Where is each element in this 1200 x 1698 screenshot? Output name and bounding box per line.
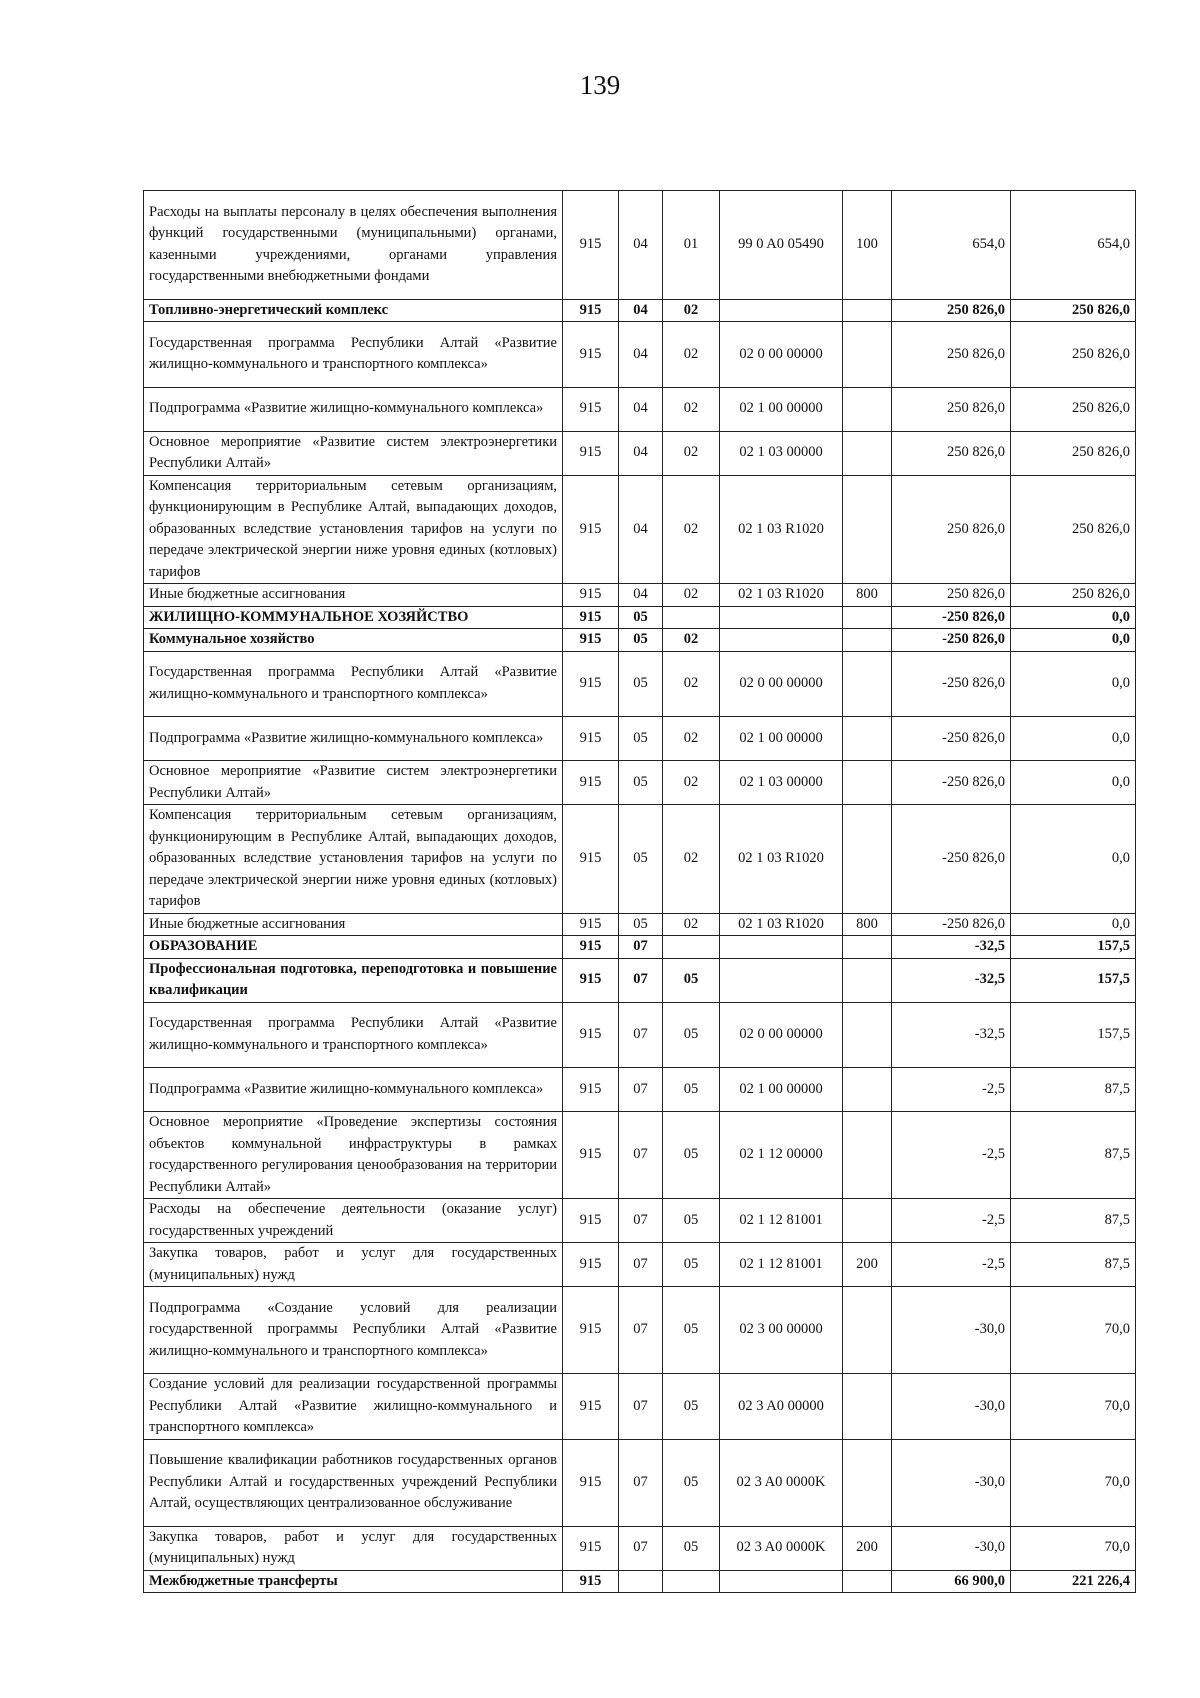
row-expense-type-cell — [843, 387, 892, 431]
table-row — [144, 1068, 1136, 1112]
table-row — [144, 805, 1136, 914]
row-target-code-cell — [720, 958, 843, 1002]
row-name-cell: ЖИЛИЩНО-КОММУНАЛЬНОЕ ХОЗЯЙСТВО — [144, 606, 563, 629]
row-amount-total-cell: 0,0 — [1011, 913, 1136, 936]
row-section-cell: 04 — [619, 475, 663, 584]
row-subsection-cell: 05 — [663, 1243, 720, 1287]
row-expense-type-cell — [843, 651, 892, 717]
row-target-code-cell: 02 1 03 R1020 — [720, 475, 843, 584]
row-amount-total-cell: 654,0 — [1011, 191, 1136, 300]
row-name-cell: Основное мероприятие «Развитие систем электроэнергетики Республики Алтай» — [144, 431, 563, 475]
row-amount-change-cell: -250 826,0 — [892, 606, 1011, 629]
row-expense-type-cell — [843, 1287, 892, 1374]
row-amount-total-cell: 0,0 — [1011, 651, 1136, 717]
row-target-code-cell: 02 1 03 R1020 — [720, 584, 843, 607]
row-target-code-cell: 02 0 00 00000 — [720, 651, 843, 717]
row-amount-change-cell: 250 826,0 — [892, 387, 1011, 431]
row-grbs-cell: 915 — [563, 475, 619, 584]
row-amount-change-cell: 250 826,0 — [892, 584, 1011, 607]
row-amount-change-cell: -30,0 — [892, 1526, 1011, 1570]
row-name-cell: Расходы на обеспечение деятельности (оказание услуг) государственных учреждений — [144, 1199, 563, 1243]
row-section-cell: 05 — [619, 805, 663, 914]
row-amount-total-cell: 157,5 — [1011, 1002, 1136, 1068]
row-subsection-cell: 05 — [663, 1526, 720, 1570]
table-row — [144, 606, 1136, 629]
row-target-code-cell: 02 1 00 00000 — [720, 387, 843, 431]
row-target-code-cell: 02 0 00 00000 — [720, 322, 843, 388]
table-row — [144, 475, 1136, 584]
row-name-cell: ОБРАЗОВАНИЕ — [144, 936, 563, 959]
row-amount-change-cell: 250 826,0 — [892, 299, 1011, 322]
table-row — [144, 299, 1136, 322]
row-subsection-cell: 05 — [663, 1287, 720, 1374]
row-name-cell: Топливно-энергетический комплекс — [144, 299, 563, 322]
row-amount-change-cell: -250 826,0 — [892, 913, 1011, 936]
row-section-cell: 04 — [619, 191, 663, 300]
row-grbs-cell: 915 — [563, 1068, 619, 1112]
row-target-code-cell: 02 1 12 81001 — [720, 1199, 843, 1243]
row-subsection-cell: 02 — [663, 322, 720, 388]
row-subsection-cell: 02 — [663, 913, 720, 936]
table-row — [144, 629, 1136, 652]
table-row — [144, 651, 1136, 717]
row-name-cell: Основное мероприятие «Развитие систем электроэнергетики Республики Алтай» — [144, 761, 563, 805]
row-section-cell: 07 — [619, 1199, 663, 1243]
row-subsection-cell — [663, 936, 720, 959]
row-grbs-cell: 915 — [563, 322, 619, 388]
table-row — [144, 584, 1136, 607]
row-amount-total-cell: 70,0 — [1011, 1287, 1136, 1374]
row-name-cell: Расходы на выплаты персоналу в целях обеспечения выполнения функций государственными (муниципальными) органами, казенными учреждениями, органами управления государственными внебюджетными фондами — [144, 191, 563, 300]
table-row — [144, 322, 1136, 388]
row-expense-type-cell — [843, 1374, 892, 1440]
row-amount-total-cell: 0,0 — [1011, 805, 1136, 914]
row-expense-type-cell — [843, 606, 892, 629]
row-name-cell: Компенсация территориальным сетевым организациям, функционирующим в Республике Алтай, выпадающих доходов, образованных вследствие установления тарифов на услуги по передаче электрической энергии ниже уровня единых (котловых) тарифов — [144, 475, 563, 584]
row-section-cell: 07 — [619, 936, 663, 959]
row-amount-change-cell: -2,5 — [892, 1068, 1011, 1112]
row-amount-total-cell: 250 826,0 — [1011, 299, 1136, 322]
row-name-cell: Иные бюджетные ассигнования — [144, 584, 563, 607]
row-amount-total-cell: 221 226,4 — [1011, 1570, 1136, 1593]
row-amount-change-cell: -32,5 — [892, 1002, 1011, 1068]
row-target-code-cell — [720, 1570, 843, 1593]
row-name-cell: Подпрограмма «Развитие жилищно-коммунального комплекса» — [144, 387, 563, 431]
row-amount-total-cell: 70,0 — [1011, 1439, 1136, 1526]
row-amount-change-cell: -250 826,0 — [892, 651, 1011, 717]
row-target-code-cell — [720, 629, 843, 652]
row-subsection-cell: 02 — [663, 651, 720, 717]
row-expense-type-cell — [843, 1439, 892, 1526]
row-section-cell: 07 — [619, 1526, 663, 1570]
budget-table-body — [144, 191, 1136, 1593]
row-section-cell: 05 — [619, 606, 663, 629]
row-expense-type-cell — [843, 475, 892, 584]
row-subsection-cell: 02 — [663, 805, 720, 914]
row-subsection-cell: 05 — [663, 1068, 720, 1112]
row-subsection-cell: 05 — [663, 958, 720, 1002]
row-grbs-cell: 915 — [563, 1439, 619, 1526]
row-amount-total-cell: 0,0 — [1011, 606, 1136, 629]
row-section-cell — [619, 1570, 663, 1593]
row-grbs-cell: 915 — [563, 1199, 619, 1243]
row-grbs-cell: 915 — [563, 1112, 619, 1199]
row-section-cell: 07 — [619, 1112, 663, 1199]
row-name-cell: Повышение квалификации работников государственных органов Республики Алтай и государственных учреждений Республики Алтай, осуществляющих централизованное обслуживание — [144, 1439, 563, 1526]
budget-table — [143, 190, 1136, 1593]
row-name-cell: Государственная программа Республики Алтай «Развитие жилищно-коммунального и транспортного комплекса» — [144, 322, 563, 388]
row-amount-total-cell: 87,5 — [1011, 1068, 1136, 1112]
row-amount-total-cell: 250 826,0 — [1011, 475, 1136, 584]
row-expense-type-cell — [843, 936, 892, 959]
row-amount-change-cell: -2,5 — [892, 1112, 1011, 1199]
page-number: 139 — [579, 70, 621, 100]
table-row — [144, 936, 1136, 959]
row-expense-type-cell — [843, 1570, 892, 1593]
row-subsection-cell: 02 — [663, 584, 720, 607]
row-section-cell: 05 — [619, 761, 663, 805]
table-row — [144, 431, 1136, 475]
row-expense-type-cell — [843, 761, 892, 805]
row-target-code-cell — [720, 936, 843, 959]
row-name-cell: Подпрограмма «Развитие жилищно-коммунального комплекса» — [144, 1068, 563, 1112]
row-grbs-cell: 915 — [563, 1243, 619, 1287]
row-grbs-cell: 915 — [563, 1287, 619, 1374]
row-section-cell: 07 — [619, 1002, 663, 1068]
row-section-cell: 07 — [619, 1439, 663, 1526]
row-expense-type-cell — [843, 1112, 892, 1199]
row-amount-change-cell: -30,0 — [892, 1439, 1011, 1526]
row-section-cell: 07 — [619, 1243, 663, 1287]
row-amount-change-cell: -32,5 — [892, 936, 1011, 959]
row-grbs-cell: 915 — [563, 761, 619, 805]
row-target-code-cell: 02 1 00 00000 — [720, 1068, 843, 1112]
row-grbs-cell: 915 — [563, 651, 619, 717]
table-row — [144, 387, 1136, 431]
row-subsection-cell: 05 — [663, 1112, 720, 1199]
row-amount-total-cell: 0,0 — [1011, 629, 1136, 652]
row-expense-type-cell — [843, 1068, 892, 1112]
table-row — [144, 1374, 1136, 1440]
row-subsection-cell: 02 — [663, 387, 720, 431]
row-grbs-cell: 915 — [563, 1526, 619, 1570]
table-row — [144, 1243, 1136, 1287]
table-row — [144, 1526, 1136, 1570]
row-amount-total-cell: 250 826,0 — [1011, 431, 1136, 475]
row-amount-total-cell: 0,0 — [1011, 717, 1136, 761]
row-subsection-cell — [663, 1570, 720, 1593]
row-subsection-cell: 05 — [663, 1002, 720, 1068]
row-target-code-cell: 02 3 A0 0000K — [720, 1439, 843, 1526]
row-subsection-cell: 02 — [663, 475, 720, 584]
row-grbs-cell: 915 — [563, 387, 619, 431]
row-amount-change-cell: -2,5 — [892, 1199, 1011, 1243]
table-row — [144, 761, 1136, 805]
row-subsection-cell: 02 — [663, 431, 720, 475]
row-expense-type-cell: 200 — [843, 1243, 892, 1287]
row-name-cell: Государственная программа Республики Алтай «Развитие жилищно-коммунального и транспортного комплекса» — [144, 1002, 563, 1068]
row-section-cell: 07 — [619, 1374, 663, 1440]
row-grbs-cell: 915 — [563, 1570, 619, 1593]
row-amount-change-cell: -250 826,0 — [892, 805, 1011, 914]
row-amount-total-cell: 157,5 — [1011, 936, 1136, 959]
row-subsection-cell: 02 — [663, 299, 720, 322]
row-name-cell: Межбюджетные трансферты — [144, 1570, 563, 1593]
row-section-cell: 05 — [619, 717, 663, 761]
row-grbs-cell: 915 — [563, 717, 619, 761]
row-target-code-cell — [720, 299, 843, 322]
row-target-code-cell: 02 1 03 00000 — [720, 431, 843, 475]
row-grbs-cell: 915 — [563, 1002, 619, 1068]
row-name-cell: Коммунальное хозяйство — [144, 629, 563, 652]
table-row — [144, 1439, 1136, 1526]
table-row — [144, 1002, 1136, 1068]
row-subsection-cell: 02 — [663, 761, 720, 805]
row-expense-type-cell — [843, 299, 892, 322]
row-name-cell: Государственная программа Республики Алтай «Развитие жилищно-коммунального и транспортного комплекса» — [144, 651, 563, 717]
table-row — [144, 717, 1136, 761]
row-amount-change-cell: -32,5 — [892, 958, 1011, 1002]
row-amount-total-cell: 250 826,0 — [1011, 387, 1136, 431]
row-target-code-cell: 02 1 12 81001 — [720, 1243, 843, 1287]
row-amount-change-cell: 250 826,0 — [892, 431, 1011, 475]
row-target-code-cell: 02 3 A0 0000K — [720, 1526, 843, 1570]
row-subsection-cell: 02 — [663, 717, 720, 761]
row-target-code-cell: 02 1 03 00000 — [720, 761, 843, 805]
row-name-cell: Иные бюджетные ассигнования — [144, 913, 563, 936]
row-subsection-cell: 02 — [663, 629, 720, 652]
row-amount-change-cell: -250 826,0 — [892, 629, 1011, 652]
row-target-code-cell: 02 3 A0 00000 — [720, 1374, 843, 1440]
row-name-cell: Компенсация территориальным сетевым организациям, функционирующим в Республике Алтай, выпадающих доходов, образованных вследствие установления тарифов на услуги по передаче электрической энергии ниже уровня единых (котловых) тарифов — [144, 805, 563, 914]
row-section-cell: 04 — [619, 322, 663, 388]
row-grbs-cell: 915 — [563, 936, 619, 959]
row-amount-change-cell: -2,5 — [892, 1243, 1011, 1287]
row-amount-total-cell: 250 826,0 — [1011, 322, 1136, 388]
row-expense-type-cell — [843, 1002, 892, 1068]
row-name-cell: Закупка товаров, работ и услуг для государственных (муниципальных) нужд — [144, 1526, 563, 1570]
row-name-cell: Подпрограмма «Создание условий для реализации государственной программы Республики Алтай «Развитие жилищно-коммунального и транспортного комплекса» — [144, 1287, 563, 1374]
row-grbs-cell: 915 — [563, 805, 619, 914]
row-subsection-cell — [663, 606, 720, 629]
row-amount-total-cell: 87,5 — [1011, 1112, 1136, 1199]
row-target-code-cell: 99 0 A0 05490 — [720, 191, 843, 300]
row-grbs-cell: 915 — [563, 584, 619, 607]
row-expense-type-cell: 800 — [843, 913, 892, 936]
row-section-cell: 07 — [619, 958, 663, 1002]
row-expense-type-cell — [843, 629, 892, 652]
row-target-code-cell: 02 3 00 00000 — [720, 1287, 843, 1374]
row-grbs-cell: 915 — [563, 958, 619, 1002]
row-section-cell: 04 — [619, 387, 663, 431]
row-expense-type-cell — [843, 717, 892, 761]
table-row — [144, 191, 1136, 300]
row-grbs-cell: 915 — [563, 913, 619, 936]
table-row — [144, 913, 1136, 936]
row-expense-type-cell — [843, 1199, 892, 1243]
row-section-cell: 05 — [619, 913, 663, 936]
row-amount-change-cell: -30,0 — [892, 1287, 1011, 1374]
row-amount-change-cell: 250 826,0 — [892, 322, 1011, 388]
row-amount-total-cell: 0,0 — [1011, 761, 1136, 805]
row-target-code-cell: 02 1 00 00000 — [720, 717, 843, 761]
table-row — [144, 1112, 1136, 1199]
row-amount-total-cell: 250 826,0 — [1011, 584, 1136, 607]
row-subsection-cell: 05 — [663, 1374, 720, 1440]
row-subsection-cell: 01 — [663, 191, 720, 300]
row-grbs-cell: 915 — [563, 299, 619, 322]
row-amount-total-cell: 70,0 — [1011, 1374, 1136, 1440]
row-grbs-cell: 915 — [563, 629, 619, 652]
row-expense-type-cell — [843, 431, 892, 475]
row-subsection-cell: 05 — [663, 1199, 720, 1243]
row-section-cell: 04 — [619, 584, 663, 607]
row-name-cell: Основное мероприятие «Проведение экспертизы состояния объектов коммунальной инфраструктуры в рамках государственного регулирования ценообразования на территории Республики Алтай» — [144, 1112, 563, 1199]
row-amount-change-cell: -250 826,0 — [892, 761, 1011, 805]
row-target-code-cell: 02 1 12 00000 — [720, 1112, 843, 1199]
row-section-cell: 04 — [619, 431, 663, 475]
row-name-cell: Создание условий для реализации государственной программы Республики Алтай «Развитие жилищно-коммунального и транспортного комплекса» — [144, 1374, 563, 1440]
row-expense-type-cell: 100 — [843, 191, 892, 300]
row-grbs-cell: 915 — [563, 191, 619, 300]
table-row — [144, 958, 1136, 1002]
row-amount-change-cell: 250 826,0 — [892, 475, 1011, 584]
row-section-cell: 04 — [619, 299, 663, 322]
row-expense-type-cell: 200 — [843, 1526, 892, 1570]
row-target-code-cell: 02 0 00 00000 — [720, 1002, 843, 1068]
row-name-cell: Профессиональная подготовка, переподготовка и повышение квалификации — [144, 958, 563, 1002]
row-target-code-cell: 02 1 03 R1020 — [720, 805, 843, 914]
row-amount-change-cell: -250 826,0 — [892, 717, 1011, 761]
row-amount-change-cell: -30,0 — [892, 1374, 1011, 1440]
row-expense-type-cell — [843, 805, 892, 914]
row-grbs-cell: 915 — [563, 606, 619, 629]
table-row — [144, 1199, 1136, 1243]
row-grbs-cell: 915 — [563, 1374, 619, 1440]
row-section-cell: 05 — [619, 629, 663, 652]
row-subsection-cell: 05 — [663, 1439, 720, 1526]
row-target-code-cell: 02 1 03 R1020 — [720, 913, 843, 936]
row-amount-change-cell: 66 900,0 — [892, 1570, 1011, 1593]
row-name-cell: Подпрограмма «Развитие жилищно-коммунального комплекса» — [144, 717, 563, 761]
row-amount-total-cell: 87,5 — [1011, 1199, 1136, 1243]
row-amount-total-cell: 70,0 — [1011, 1526, 1136, 1570]
table-row — [144, 1570, 1136, 1593]
row-expense-type-cell — [843, 958, 892, 1002]
row-amount-change-cell: 654,0 — [892, 191, 1011, 300]
row-amount-total-cell: 157,5 — [1011, 958, 1136, 1002]
row-expense-type-cell: 800 — [843, 584, 892, 607]
row-target-code-cell — [720, 606, 843, 629]
row-name-cell: Закупка товаров, работ и услуг для государственных (муниципальных) нужд — [144, 1243, 563, 1287]
row-amount-total-cell: 87,5 — [1011, 1243, 1136, 1287]
row-section-cell: 07 — [619, 1068, 663, 1112]
row-section-cell: 05 — [619, 651, 663, 717]
table-row — [144, 1287, 1136, 1374]
row-section-cell: 07 — [619, 1287, 663, 1374]
row-expense-type-cell — [843, 322, 892, 388]
row-grbs-cell: 915 — [563, 431, 619, 475]
